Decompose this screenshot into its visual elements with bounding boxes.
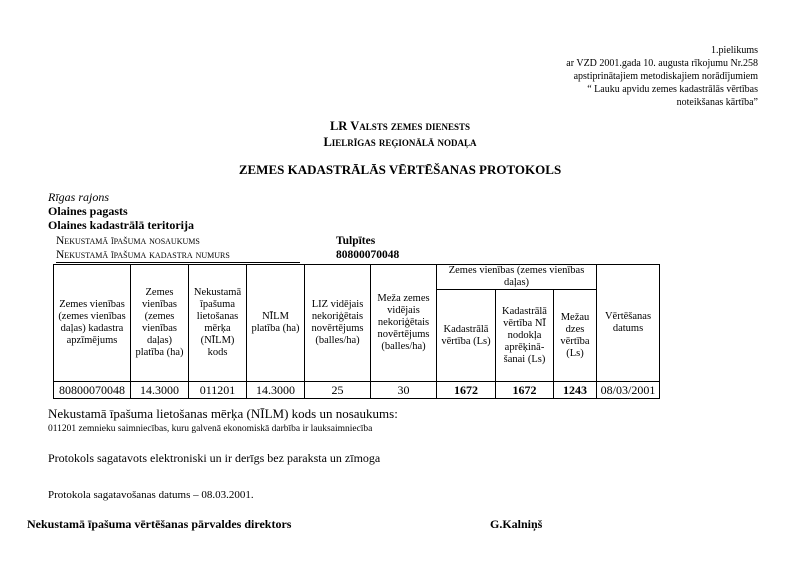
signatory-name: G.Kalniņš	[490, 517, 543, 531]
table-header-row	[54, 265, 660, 290]
label-underline	[56, 262, 300, 263]
cell-liz-assessment: 25	[305, 382, 371, 399]
header-cadastre-id: Zemes vienības (zemes vienības daļas) kadastra apzīmējums	[54, 265, 131, 382]
header-nilm-code: Nekustamā īpašuma lietošanas mērķa (NĪLM) kods	[189, 265, 247, 382]
header-evaluation-date: Vērtēšanas datums	[597, 265, 660, 382]
table-row	[54, 382, 660, 399]
header-cadastral-value: Kadastrālā vērtība (Ls)	[437, 290, 496, 382]
property-name-label: Nekustamā īpašuma nosaukums	[56, 235, 200, 247]
cell-forest-assessment: 30	[371, 382, 437, 399]
cell-cadastral-value: 1672	[437, 382, 496, 399]
organization-header	[0, 118, 800, 150]
organization-name: LR Valsts zemes dienests	[329, 119, 471, 133]
appendix-note	[458, 44, 758, 109]
cell-forest-value: 1243	[554, 382, 597, 399]
cell-area: 14.3000	[131, 382, 189, 399]
parish-name: Olaines pagasts	[48, 204, 128, 218]
appendix-line: apstiprinātajiem metodiskajiem norādījumiem	[573, 71, 758, 82]
valuation-table	[53, 264, 660, 399]
appendix-line: ar VZD 2001.gada 10. augusta rīkojumu Nr.258	[566, 58, 758, 69]
cell-evaluation-date: 08/03/2001	[597, 382, 660, 399]
header-land-unit-group: Zemes vienības (zemes vienības daļas)	[437, 265, 597, 290]
header-nilm-area: NĪLM platība (ha)	[247, 265, 305, 382]
header-area: Zemes vienības (zemes vienības daļas) platība (ha)	[131, 265, 189, 382]
nilm-description: 011201 zemnieku saimniecības, kuru galvenā ekonomiskā darbība ir lauksaimniecība	[48, 424, 373, 434]
cell-nilm-code: 011201	[189, 382, 247, 399]
cell-cadastre-id: 80800070048	[54, 382, 131, 399]
nilm-title: Nekustamā īpašuma lietošanas mērķa (NĪLM) kods un nosaukums:	[48, 406, 398, 421]
header-tax-cadastral-value: Kadastrālā vērtība NĪ nodokļa aprēķinā- šanai (Ls)	[496, 290, 554, 382]
appendix-line: “ Lauku apvidu zemes kadastrālās vērtības	[587, 84, 758, 95]
region-block	[48, 190, 194, 232]
property-number-value: 80800070048	[336, 249, 400, 261]
header-forest-assessment: Meža zemes vidējais nekoriģētais novērtējums (balles/ha)	[371, 265, 437, 382]
signatory-title: Nekustamā īpašuma vērtēšanas pārvaldes direktors	[27, 517, 292, 531]
header-forest-value: Mežau dzes vērtība (Ls)	[554, 290, 597, 382]
appendix-line: 1.pielikums	[711, 45, 758, 56]
cell-tax-cadastral-value: 1672	[496, 382, 554, 399]
organization-department: Lielrīgas reģionālā nodaļa	[323, 135, 477, 149]
territory-name: Olaines kadastrālā teritorija	[48, 218, 194, 232]
document-title: ZEMES KADASTRĀLĀS VĒRTĒŠANAS PROTOKOLS	[238, 162, 562, 177]
header-liz-assessment: LIZ vidējais nekoriģētais novērtējums (balles/ha)	[305, 265, 371, 382]
property-name-value: Tulpītes	[336, 235, 376, 247]
property-number-label: Nekustamā īpašuma kadastra numurs	[56, 249, 230, 261]
appendix-line: noteikšanas kārtība”	[676, 97, 758, 108]
cell-nilm-area: 14.3000	[247, 382, 305, 399]
preparation-date: Protokola sagatavošanas datums – 08.03.2001.	[48, 489, 254, 501]
validity-note: Protokols sagatavots elektroniski un ir derīgs bez paraksta un zīmoga	[48, 451, 381, 465]
district-name: Rīgas rajons	[48, 190, 110, 204]
